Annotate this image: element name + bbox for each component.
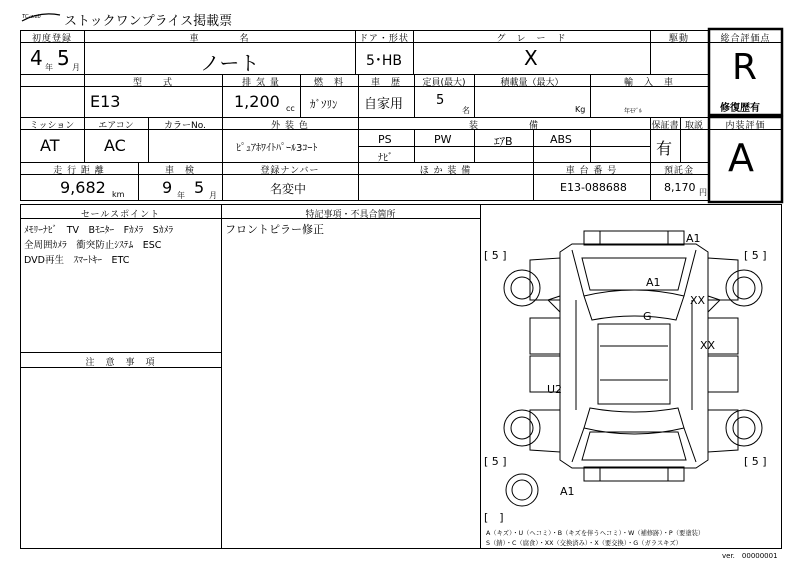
label-door-shape: ドア・形状: [359, 34, 409, 44]
legend-line-1: A（キズ）・U（ヘコミ）・B（キズを伴うヘコミ）・W（補修跡）・P（要塗装）: [486, 530, 705, 537]
label-chassis-no: 車 台 番 号: [565, 166, 618, 176]
mark-hood: A1: [646, 276, 661, 289]
deposit-unit: 円: [699, 188, 707, 197]
mark-rear-bumper: A1: [560, 485, 575, 498]
equip-pw: PW: [434, 133, 452, 146]
legend-line-2: S（錆）・C（腐食）・XX（交換済み）・X（要交換）・G（ガラスキズ）: [486, 540, 682, 547]
mileage: 9,682: [60, 178, 106, 197]
fuel: ｶﾞｿﾘﾝ: [310, 98, 338, 111]
mission: AT: [40, 136, 60, 155]
interior-score: A: [728, 136, 754, 180]
overall-score: R: [732, 47, 758, 88]
mark-right-fender: XX: [690, 294, 706, 307]
chassis-no: E13-088688: [560, 181, 627, 194]
insp-month-unit: 月: [209, 191, 217, 200]
label-interior-score: 内装評価: [725, 121, 766, 131]
equip-abs: ABS: [550, 133, 572, 146]
label-inspection: 車 検: [164, 166, 195, 176]
capacity: 5: [436, 93, 445, 108]
label-equipment: 装 備: [468, 121, 539, 131]
model: E13: [90, 92, 121, 111]
reg-year-unit: 年: [45, 63, 53, 72]
label-warranty: 保証書: [651, 121, 679, 131]
list-item: ﾒﾓﾘｰﾅﾋﾞ TV Bﾓﾆﾀｰ Fｶﾒﾗ Sｶﾒﾗ: [24, 225, 174, 236]
label-color-no: カラーNo.: [164, 121, 206, 131]
label-overall-score: 総合評価点: [720, 34, 771, 44]
label-notes-repairs: 特記事項・不具合箇所: [305, 210, 396, 220]
reg-month-unit: 月: [72, 63, 80, 72]
mileage-unit: km: [112, 190, 125, 199]
label-car-history: 車 歴: [370, 78, 401, 88]
equip-navi: ﾅﾋﾞ: [378, 153, 393, 164]
equip-airbag: ｴｱB: [494, 135, 513, 148]
logo-text: TC-web: [22, 14, 41, 20]
car-name: ノート: [200, 51, 260, 75]
version-label: ver. 00000001: [722, 552, 778, 560]
label-reg-number: 登録ナンバー: [260, 166, 320, 176]
label-capacity: 定員(最大): [422, 78, 466, 88]
mark-front-bumper: A1: [686, 232, 701, 245]
tire-left-bottom: [ 5 ]: [484, 455, 507, 468]
label-car-name: 車 名: [189, 34, 250, 44]
deposit: 8,170: [664, 181, 696, 194]
label-sales-points: セールスポイント: [80, 210, 161, 220]
displacement: 1,200: [234, 92, 280, 111]
label-mission: ミッション: [29, 121, 75, 131]
page-title: ストックワンプライス掲載票: [64, 14, 233, 29]
insp-year-unit: 年: [177, 191, 185, 200]
import-year-label: 年ﾓﾃﾞﾙ: [624, 108, 643, 115]
insp-month: 5: [194, 178, 205, 197]
label-first-reg: 初度登録: [31, 34, 72, 44]
equip-ps: PS: [378, 133, 392, 146]
label-exterior-color: 外 装 色: [271, 121, 309, 131]
reg-number: 名変中: [270, 182, 307, 196]
mark-right-front-door: XX: [700, 339, 716, 352]
capacity-unit: 名: [462, 106, 470, 115]
label-deposit: 預託金: [663, 166, 694, 176]
label-drive: 駆動: [668, 34, 689, 44]
label-other-equipment: ほ か 装 備: [419, 166, 472, 176]
label-aircon: エアコン: [98, 121, 134, 131]
list-item: フロントピラー修正: [225, 223, 324, 236]
label-manual: 取説: [684, 121, 703, 131]
label-mileage: 走 行 距 離: [53, 166, 105, 176]
label-cautions: 注 意 事 項: [85, 358, 156, 368]
tire-left-top: [ 5 ]: [484, 249, 507, 262]
tire-right-top: [ 5 ]: [744, 249, 767, 262]
exterior-color: ﾋﾟｭｱﾎﾜｲﾄﾊﾟｰﾙ3ｺｰﾄ: [236, 143, 318, 154]
car-history: 自家用: [364, 97, 404, 112]
label-fuel: 燃 料: [313, 78, 344, 88]
warranty: 有: [656, 139, 673, 158]
label-import: 輸 入 車: [623, 78, 674, 88]
grade: X: [524, 46, 538, 70]
spare-tire: [ ]: [484, 511, 504, 524]
mark-roof: G: [643, 310, 652, 323]
aircon: AC: [104, 136, 126, 155]
tire-right-bottom: [ 5 ]: [744, 455, 767, 468]
displacement-unit: cc: [286, 104, 295, 113]
list-item: DVD再生 ｽﾏｰﾄｷｰ ETC: [24, 255, 130, 266]
label-load: 積載量（最大）: [500, 78, 564, 88]
list-item: 全周囲ｶﾒﾗ 衝突防止ｼｽﾃﾑ ESC: [24, 240, 162, 251]
label-model: 型 式: [132, 78, 173, 88]
label-displacement: 排 気 量: [242, 78, 280, 88]
load-unit: Kg: [575, 105, 586, 114]
overall-sub: 修復歴有: [720, 103, 760, 114]
label-grade: グ レ ー ド: [496, 34, 567, 44]
reg-month: 5: [57, 46, 70, 70]
mark-left-rear-door: U2: [547, 383, 563, 396]
reg-year: 4: [30, 46, 43, 70]
insp-year: 9: [162, 178, 173, 197]
door-shape: 5･HB: [366, 53, 403, 69]
